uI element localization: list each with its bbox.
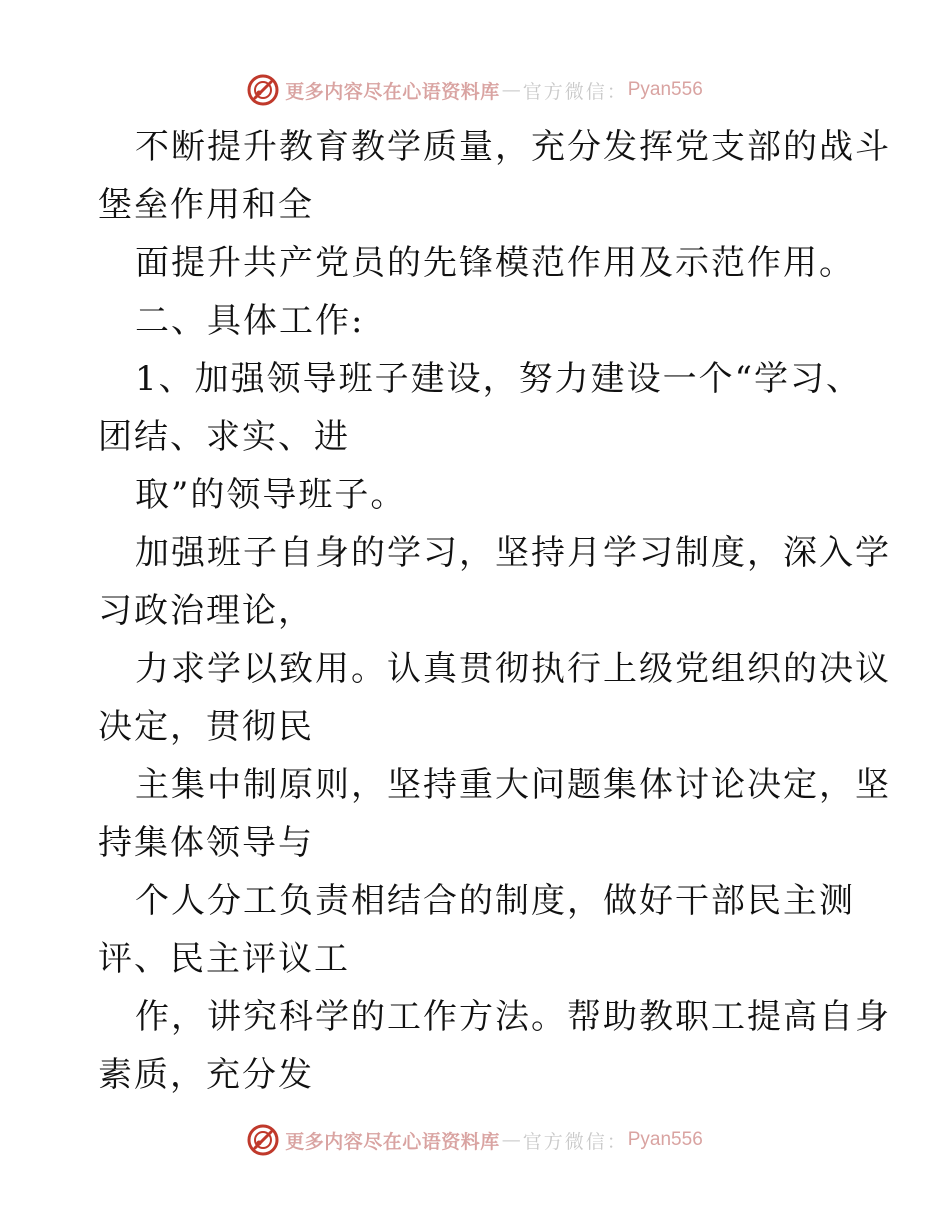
text-line: 作，讲究科学的工作方法。帮助教职工提高自身 — [135, 997, 891, 1037]
text-line: 素质，充分发 — [98, 1055, 314, 1095]
text-line: 主集中制原则，坚持重大问题集体讨论决定，坚 — [135, 765, 891, 805]
text-line: 不断提升教育教学质量，充分发挥党支部的战斗 — [135, 127, 891, 167]
brand-logo-icon — [247, 1124, 279, 1156]
banner-separator: — — [501, 1129, 521, 1151]
text-line: 1、加强领导班子建设，努力建设一个“学习、 — [135, 359, 863, 399]
text-line: 团结、求实、进 — [98, 417, 350, 457]
document-body — [98, 118, 891, 1104]
banner-promo-text: 更多内容尽在心语资料库 — [285, 80, 500, 103]
banner-account-id: Pyan556 — [627, 79, 703, 100]
text-line: 加强班子自身的学习，坚持月学习制度，深入学 — [135, 533, 891, 573]
brand-logo-icon — [247, 74, 279, 106]
text-line: 堡垒作用和全 — [98, 185, 314, 225]
text-line: 个人分工负责相结合的制度，做好干部民主测 — [135, 881, 855, 921]
header-banner — [0, 70, 950, 110]
text-line: 习政治理论， — [98, 591, 314, 631]
text-line: 面提升共产党员的先锋模范作用及示范作用。 — [135, 243, 855, 283]
banner-official-label: 官方微信： — [522, 80, 628, 103]
banner-promo-text: 更多内容尽在心语资料库 — [285, 1130, 500, 1153]
footer-banner — [0, 1120, 950, 1160]
banner-official-label: 官方微信： — [522, 1130, 628, 1153]
text-line: 力求学以致用。认真贯彻执行上级党组织的决议 — [135, 649, 891, 689]
banner-account-id: Pyan556 — [627, 1129, 703, 1150]
section-heading: 二、具体工作: — [135, 301, 365, 341]
banner-separator: — — [501, 79, 521, 101]
text-line: 持集体领导与 — [98, 823, 314, 863]
text-line: 决定，贯彻民 — [98, 707, 314, 747]
text-line: 取”的领导班子。 — [135, 475, 407, 515]
text-line: 评、民主评议工 — [98, 939, 350, 979]
